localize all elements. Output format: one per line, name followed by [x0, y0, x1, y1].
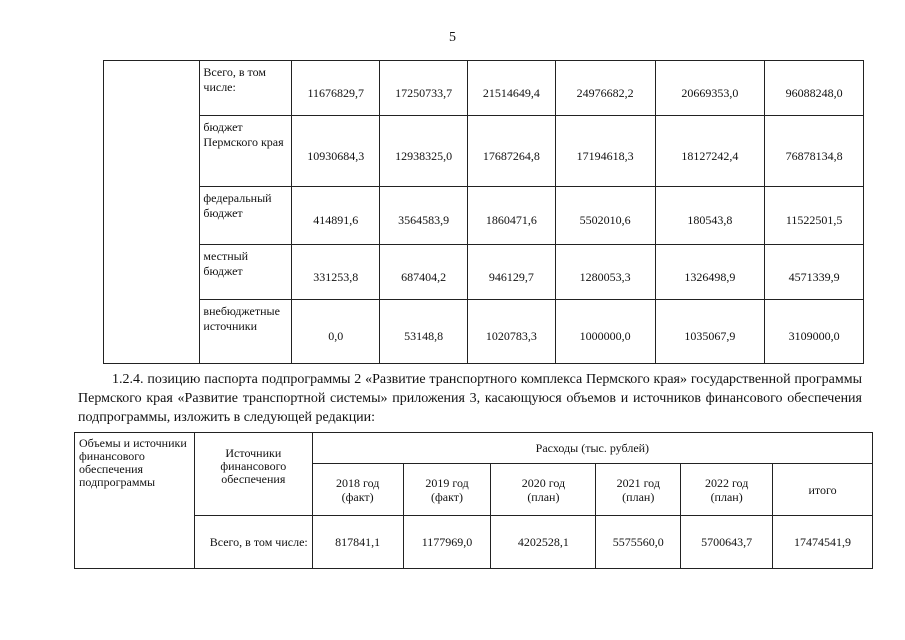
cell-value: 11676829,7 [292, 61, 380, 116]
header-volumes-sources: Объемы и источники финансового обеспечения подпрограммы [75, 433, 195, 569]
cell-value: 18127242,4 [655, 116, 765, 187]
year-header: 2022 год (план) [681, 464, 773, 516]
header-expenses: Расходы (тыс. рублей) [312, 433, 872, 464]
row-label: бюджет Пермского края [200, 116, 292, 187]
cell-value: 946129,7 [467, 245, 555, 300]
cell-value: 414891,6 [292, 187, 380, 245]
blank-cell [104, 61, 200, 364]
cell-value: 1020783,3 [467, 300, 555, 364]
table-row [104, 245, 864, 300]
table-row [75, 516, 873, 569]
cell-value: 10930684,3 [292, 116, 380, 187]
cell-value: 17474541,9 [773, 516, 873, 569]
cell-value: 53148,8 [380, 300, 468, 364]
year-header: 2021 год (план) [596, 464, 681, 516]
cell-value: 11522501,5 [765, 187, 864, 245]
cell-value: 3564583,9 [380, 187, 468, 245]
cell-value: 4202528,1 [491, 516, 596, 569]
cell-value: 5700643,7 [681, 516, 773, 569]
cell-value: 1280053,3 [555, 245, 655, 300]
cell-value: 76878134,8 [765, 116, 864, 187]
cell-value: 331253,8 [292, 245, 380, 300]
header-funding-sources: Источники финансового обеспечения [194, 433, 312, 516]
cell-value: 5575560,0 [596, 516, 681, 569]
cell-value: 1860471,6 [467, 187, 555, 245]
cell-value: 4571339,9 [765, 245, 864, 300]
cell-value: 20669353,0 [655, 61, 765, 116]
cell-value: 1035067,9 [655, 300, 765, 364]
cell-value: 180543,8 [655, 187, 765, 245]
row-label: Всего, в том числе: [194, 516, 312, 569]
cell-value: 17194618,3 [555, 116, 655, 187]
table-row [104, 187, 864, 245]
year-header: 2019 год (факт) [403, 464, 491, 516]
amendment-paragraph: 1.2.4. позицию паспорта подпрограммы 2 «Развитие транспортного комплекса Пермского края» государственной программы Пермского края «Развитие транспортной системы» приложения 3, касающуюся объемов и источников финансового обеспечения подпрограммы, изложить в следующей редакции: [78, 372, 862, 425]
cell-value: 687404,2 [380, 245, 468, 300]
cell-value: 17250733,7 [380, 61, 468, 116]
year-header: 2020 год (план) [491, 464, 596, 516]
cell-value: 21514649,4 [467, 61, 555, 116]
cell-value: 5502010,6 [555, 187, 655, 245]
cell-value: 17687264,8 [467, 116, 555, 187]
row-label: местный бюджет [200, 245, 292, 300]
total-header: итого [773, 464, 873, 516]
cell-value: 1326498,9 [655, 245, 765, 300]
table-row [104, 61, 864, 116]
table-row [104, 300, 864, 364]
cell-value: 24976682,2 [555, 61, 655, 116]
header-row [75, 433, 873, 464]
year-header: 2018 год (факт) [312, 464, 403, 516]
cell-value: 1177969,0 [403, 516, 491, 569]
table-row [104, 116, 864, 187]
funding-table-subprogram [74, 432, 873, 569]
funding-table-continued [103, 60, 864, 364]
cell-value: 96088248,0 [765, 61, 864, 116]
cell-value: 0,0 [292, 300, 380, 364]
cell-value: 3109000,0 [765, 300, 864, 364]
row-label: Всего, в том числе: [200, 61, 292, 116]
page-number: 5 [449, 30, 456, 45]
cell-value: 12938325,0 [380, 116, 468, 187]
cell-value: 1000000,0 [555, 300, 655, 364]
row-label: внебюджетные источники [200, 300, 292, 364]
cell-value: 817841,1 [312, 516, 403, 569]
row-label: федеральный бюджет [200, 187, 292, 245]
